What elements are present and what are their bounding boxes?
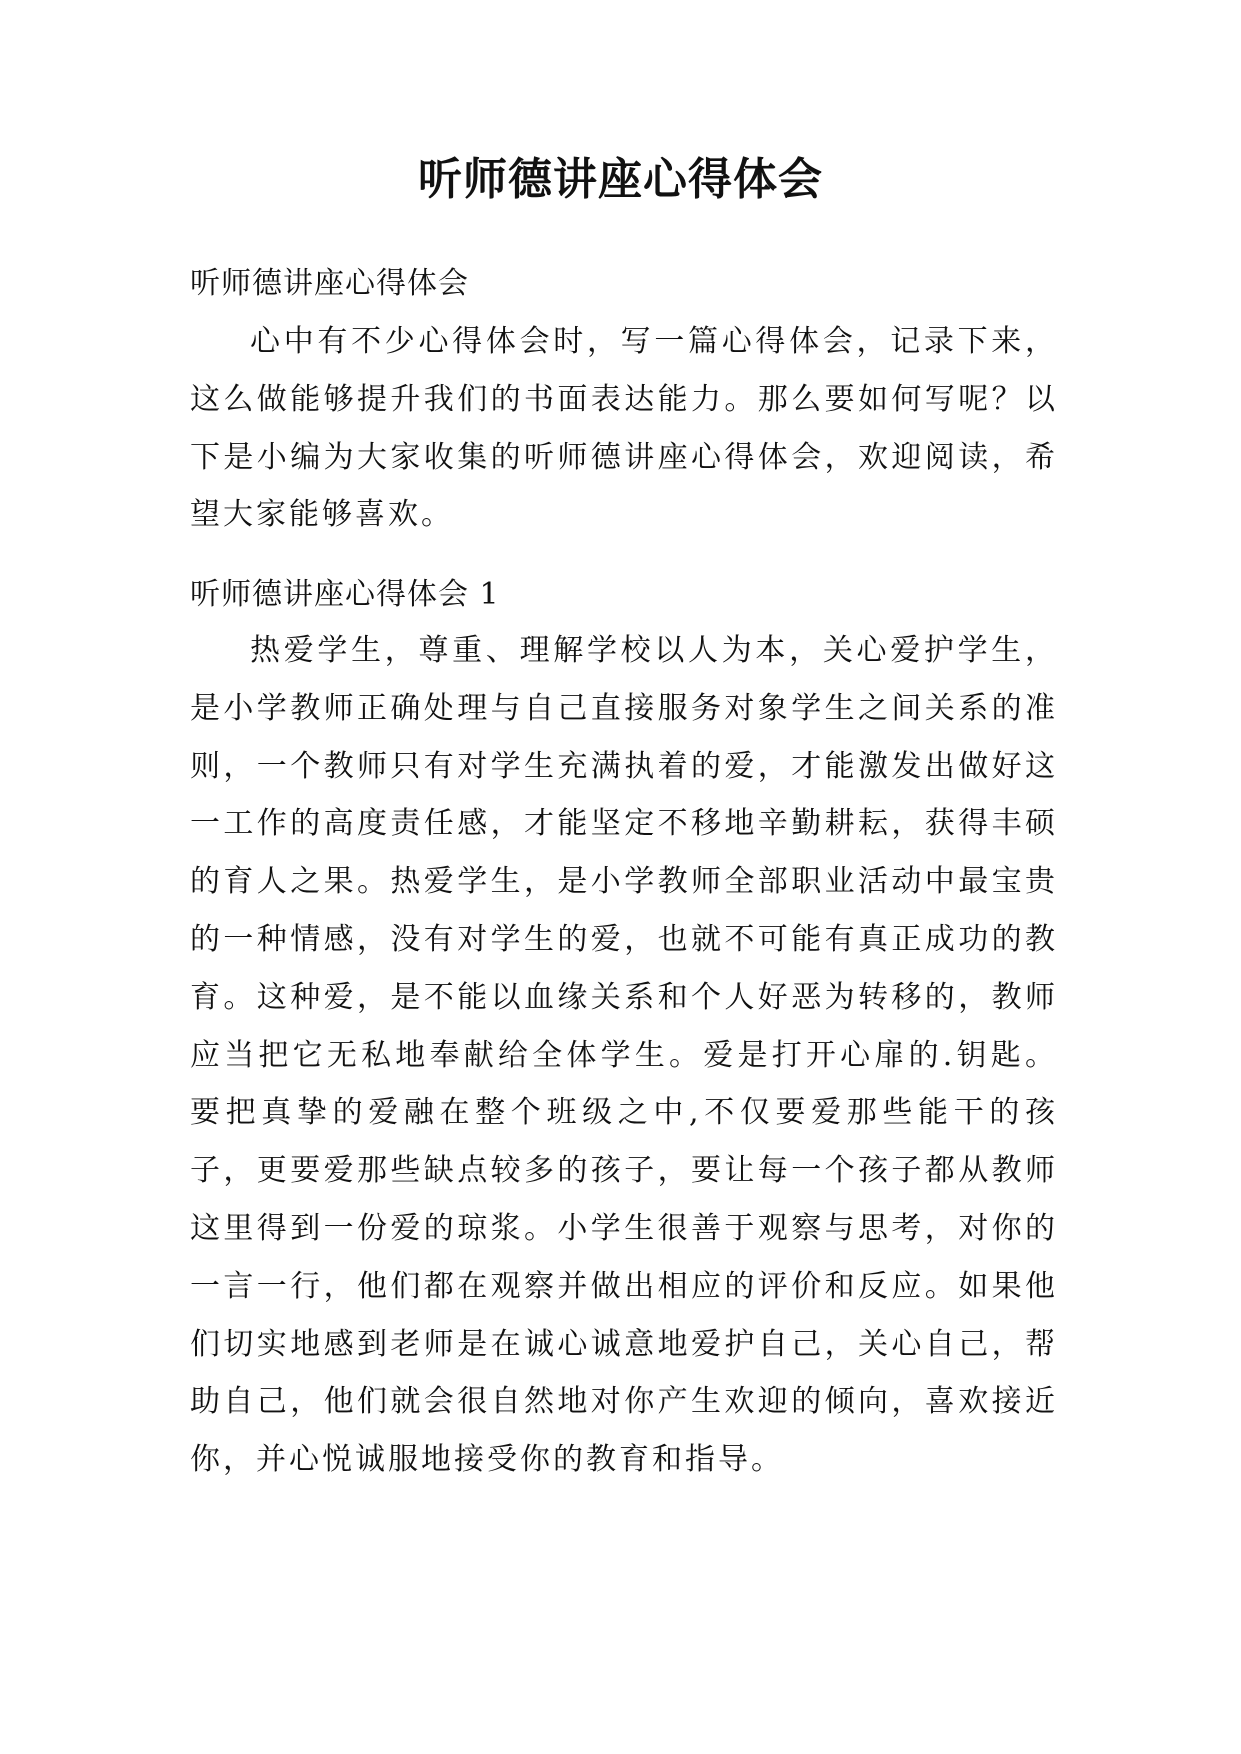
section-1-paragraph: 热爱学生，尊重、理解学校以人为本，关心爱护学生，是小学教师正确处理与自己直接服务对象学生之间关系的准则，一个教师只有对学生充满执着的爱，才能激发出做好这一工作的高度责任感，才能坚定不移地辛勤耕耘，获得丰硕的育人之果。热爱学生，是小学教师全部职业活动中最宝贵的一种情感，没有对学生的爱，也就不可能有真正成功的教育。这种爱，是不能以血缘关系和个人好恶为转移的，教师应当把它无私地奉献给全体学生。爱是打开心扉的.钥匙。要把真挚的爱融在整个班级之中,不仅要爱那些能干的孩子，更要爱那些缺点较多的孩子，要让每一个孩子都从教师这里得到一份爱的琼浆。小学生很善于观察与思考，对你的一言一行，他们都在观察并做出相应的评价和反应。如果他们切实地感到老师是在诚心诚意地爱护自己，关心自己，帮助自己，他们就会很自然地对你产生欢迎的倾向，喜欢接近你，并心悦诚服地接受你的教育和指导。 bbox=[190, 633, 1058, 1478]
document-title: 听师德讲座心得体会 bbox=[418, 154, 823, 205]
intro-heading: 听师德讲座心得体会 bbox=[190, 266, 469, 301]
intro-paragraph: 心中有不少心得体会时，写一篇心得体会，记录下来，这么做能够提升我们的书面表达能力。那么要如何写呢？以下是小编为大家收集的听师德讲座心得体会，欢迎阅读，希望大家能够喜欢。 bbox=[190, 324, 1058, 533]
section-1-heading: 听师德讲座心得体会 1 bbox=[190, 577, 500, 612]
